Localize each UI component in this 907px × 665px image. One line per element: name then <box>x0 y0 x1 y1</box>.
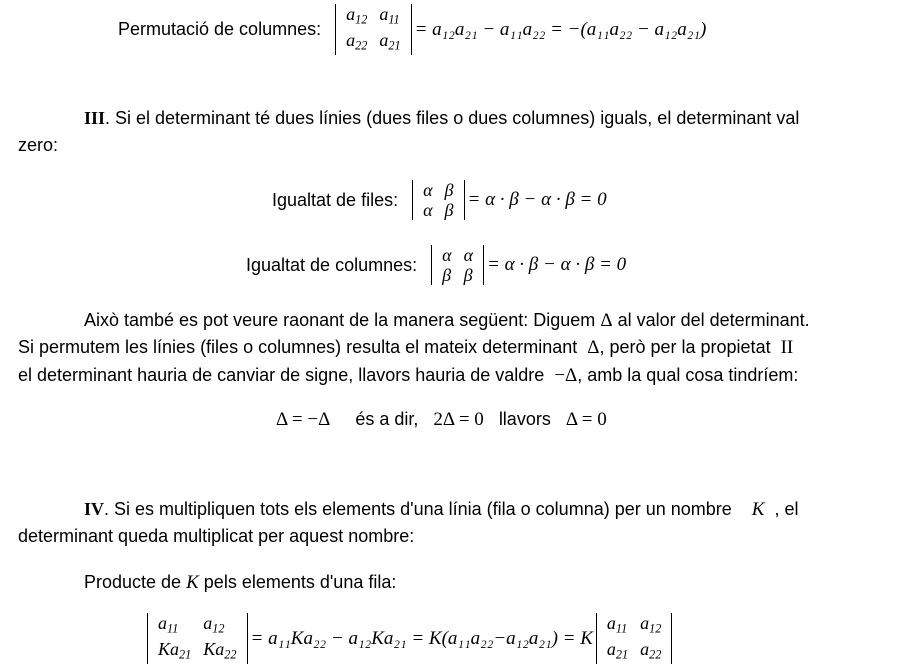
property-four-line2: determinant queda multiplicat per aquest nombre: <box>18 526 415 546</box>
columns-equality-determinant: α α β β <box>431 245 484 285</box>
product-equation-rhs: = a₁₁Ka₂₂ − a₁₂Ka₂₁ = K(a₁₁a₂₂−a₁₂a₂₁) = K <box>250 627 593 649</box>
columns-equality-label: Igualtat de columnes: <box>246 254 418 275</box>
product-right-determinant: $a_{11}$ $a_{12}$ $a_{21}$ $a_{22}$ <box>596 613 672 664</box>
reasoning-line1: Això també es pot veure raonant de la manera següent: Diguem Δ al valor del determinant. <box>84 310 810 331</box>
rows-equality-rhs: = α · β − α · β = 0 <box>467 189 607 210</box>
columns-equality-line <box>246 245 626 285</box>
conclusion-line: Δ = −Δ és a dir, 2Δ = 0 llavors Δ = 0 <box>276 409 607 430</box>
column-permutation-determinant: $a_{12}$ $a_{11}$ $a_{22}$ $a_{21}$ <box>335 4 411 55</box>
rows-equality-determinant: α β α β <box>412 180 464 220</box>
property-three-line2: zero: <box>18 135 59 155</box>
property-four-line1: IV. Si es multipliquen tots els elements d'una línia (fila o columna) per un nombre K , el <box>84 499 799 520</box>
property-three-text: . Si el determinant té dues línies (dues files o dues columnes) iguals, el determinant val <box>105 108 800 128</box>
product-left-determinant: $a_{11}$ $a_{12}$ $Ka_{21}$ $Ka_{22}$ <box>147 613 248 664</box>
reasoning-line3: el determinant hauria de canviar de signe, llavors hauria de valdre −Δ, amb la qual cosa tindríem: <box>18 365 799 386</box>
rows-equality-line <box>272 180 607 220</box>
property-four-numeral: IV <box>84 499 105 519</box>
roman-two: II <box>780 337 794 358</box>
column-permutation-rhs: = a₁₂a₂₁ − a₁₁a₂₂ = −(a₁₁a₂₂ − a₁₂a₂₁) <box>414 18 707 40</box>
reasoning-line2: Si permutem les línies (files o columnes) resulta el mateix determinant Δ, però per la propietat II <box>18 337 794 358</box>
columns-equality-rhs: = α · β − α · β = 0 <box>487 254 627 275</box>
column-permutation-label: Permutació de columnes: <box>118 19 322 40</box>
property-three-numeral: III <box>84 108 106 128</box>
product-equation-line <box>144 613 675 664</box>
rows-equality-label: Igualtat de files: <box>272 189 399 210</box>
column-permutation-line <box>118 4 706 55</box>
product-label-line: Producte de K pels elements d'una fila: <box>84 572 397 593</box>
property-three-line1 <box>84 105 799 132</box>
